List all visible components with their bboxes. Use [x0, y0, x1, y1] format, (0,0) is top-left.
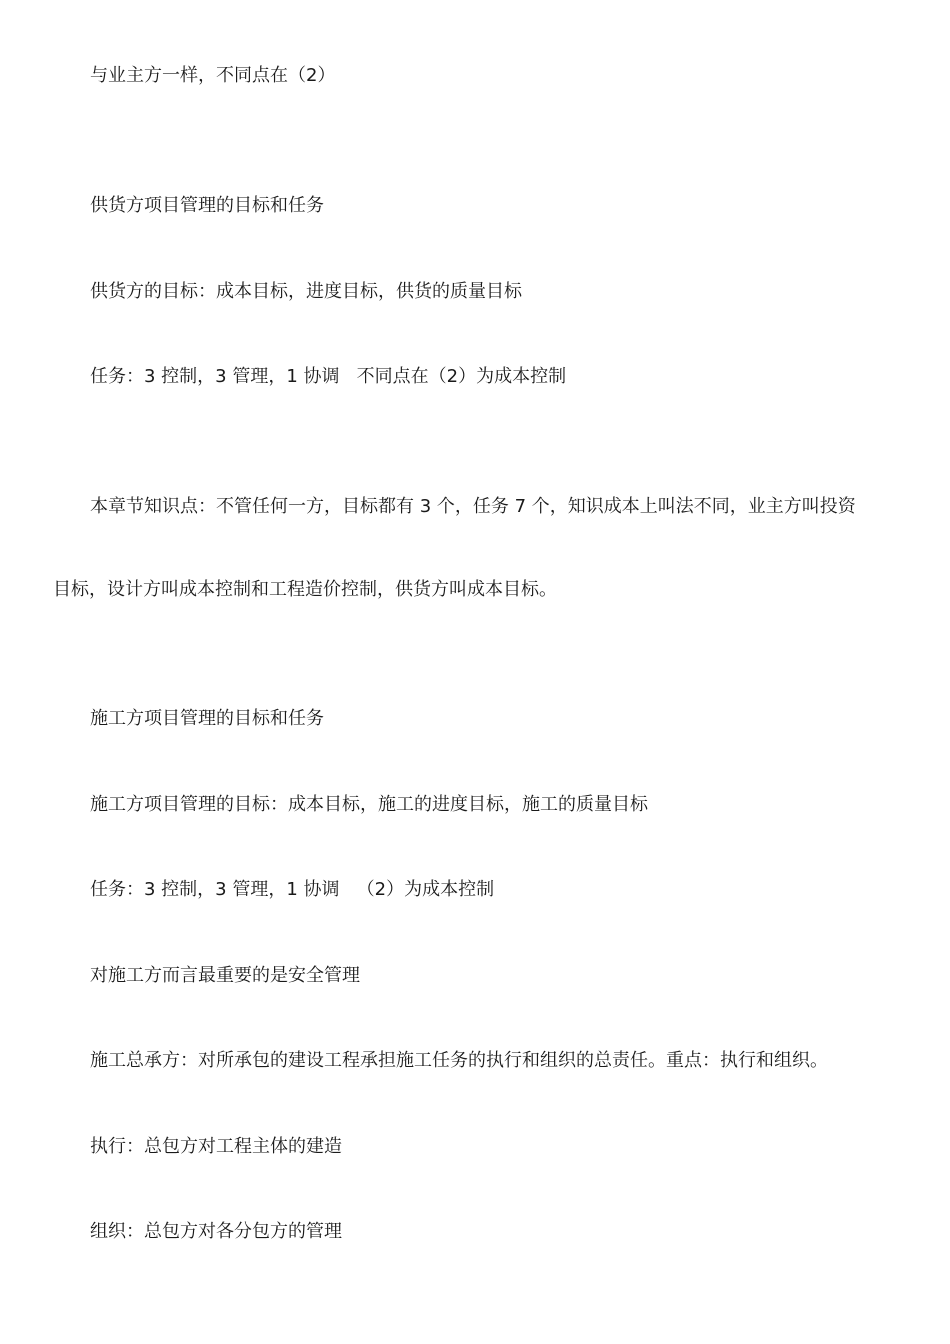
paragraph-general-contractor: 施工总承方：对所承包的建设工程承担施工任务的执行和组织的总责任。重点：执行和组织。: [90, 1050, 828, 1071]
paragraph-contractor-tasks: 任务：3 控制，3 管理，1 协调 （2）为成本控制: [90, 879, 495, 900]
paragraph-contractor-goals: 施工方项目管理的目标：成本目标，施工的进度目标，施工的质量目标: [90, 794, 648, 815]
paragraph-organization: 组织：总包方对各分包方的管理: [90, 1221, 342, 1242]
paragraph-owner-difference: 与业主方一样，不同点在（2）: [90, 65, 336, 86]
paragraph-supplier-goals: 供货方的目标：成本目标，进度目标，供货的质量目标: [90, 281, 522, 302]
paragraph-supplier-tasks: 任务：3 控制，3 管理，1 协调 不同点在（2）为成本控制: [90, 366, 567, 387]
paragraph-chapter-summary-line2: 目标，设计方叫成本控制和工程造价控制，供货方叫成本目标。: [53, 579, 557, 600]
heading-supplier-goals-tasks: 供货方项目管理的目标和任务: [90, 195, 324, 216]
heading-contractor-goals-tasks: 施工方项目管理的目标和任务: [90, 708, 324, 729]
paragraph-safety-management: 对施工方而言最重要的是安全管理: [90, 965, 360, 986]
paragraph-chapter-summary-line1: 本章节知识点：不管任何一方，目标都有 3 个，任务 7 个，知识成本上叫法不同，业主方叫投资: [90, 496, 856, 517]
paragraph-execution: 执行：总包方对工程主体的建造: [90, 1136, 342, 1157]
